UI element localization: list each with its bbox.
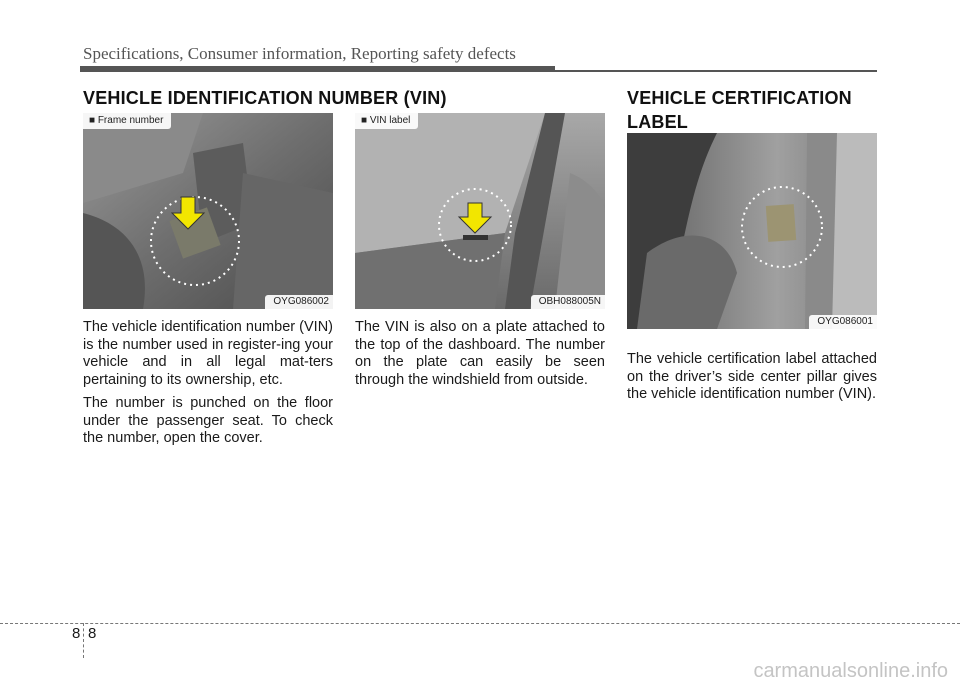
vin-section-heading: VEHICLE IDENTIFICATION NUMBER (VIN) — [83, 88, 447, 108]
paragraph: The vehicle certification label attached on the driver’s side center pillar gives the vehicle identification number (VIN). — [627, 351, 877, 402]
cert-label-photo — [627, 133, 877, 329]
paragraph: The VIN is also on a plate attached to the top of the dashboard. The number on the plate can easily be seen through the windshield from outside. — [355, 319, 605, 388]
figure-code: OBH088005N — [531, 295, 605, 309]
cert-label-figure — [627, 133, 877, 329]
figure-code: OYG086002 — [265, 295, 333, 309]
chapter-number: 8 — [72, 625, 81, 642]
footer-divider — [83, 623, 84, 658]
vin-label-photo — [355, 113, 605, 309]
vin-label-figure — [355, 113, 605, 309]
cert-heading-line1: VEHICLE CERTIFICATION — [627, 88, 852, 108]
cert-column-text — [627, 351, 877, 410]
frame-number-figure — [83, 113, 333, 309]
header-rule — [555, 70, 877, 72]
cert-heading-line2: LABEL — [627, 112, 688, 132]
cert-section-heading — [627, 86, 852, 134]
frame-number-photo — [83, 113, 333, 309]
paragraph: The number is punched on the floor under the passenger seat. To check the number, open the cover. — [83, 395, 333, 446]
running-header-title: Specifications, Consumer information, Reporting safety defects — [83, 44, 516, 63]
figure-caption: ■ Frame number — [83, 113, 171, 129]
figure-code: OYG086001 — [809, 315, 877, 329]
figure-caption: ■ VIN label — [355, 113, 418, 129]
vin-left-column-text — [83, 319, 333, 454]
header-bar — [80, 66, 555, 72]
watermark-text: carmanualsonline.info — [753, 660, 948, 682]
paragraph: The vehicle identification number (VIN) is the number used in register-ing your vehicle and in all legal mat-ters pertaining to its ownership, etc. — [83, 319, 333, 388]
page-number: 8 — [88, 625, 97, 642]
vin-right-column-text — [355, 319, 605, 395]
footer-rule — [0, 623, 960, 624]
